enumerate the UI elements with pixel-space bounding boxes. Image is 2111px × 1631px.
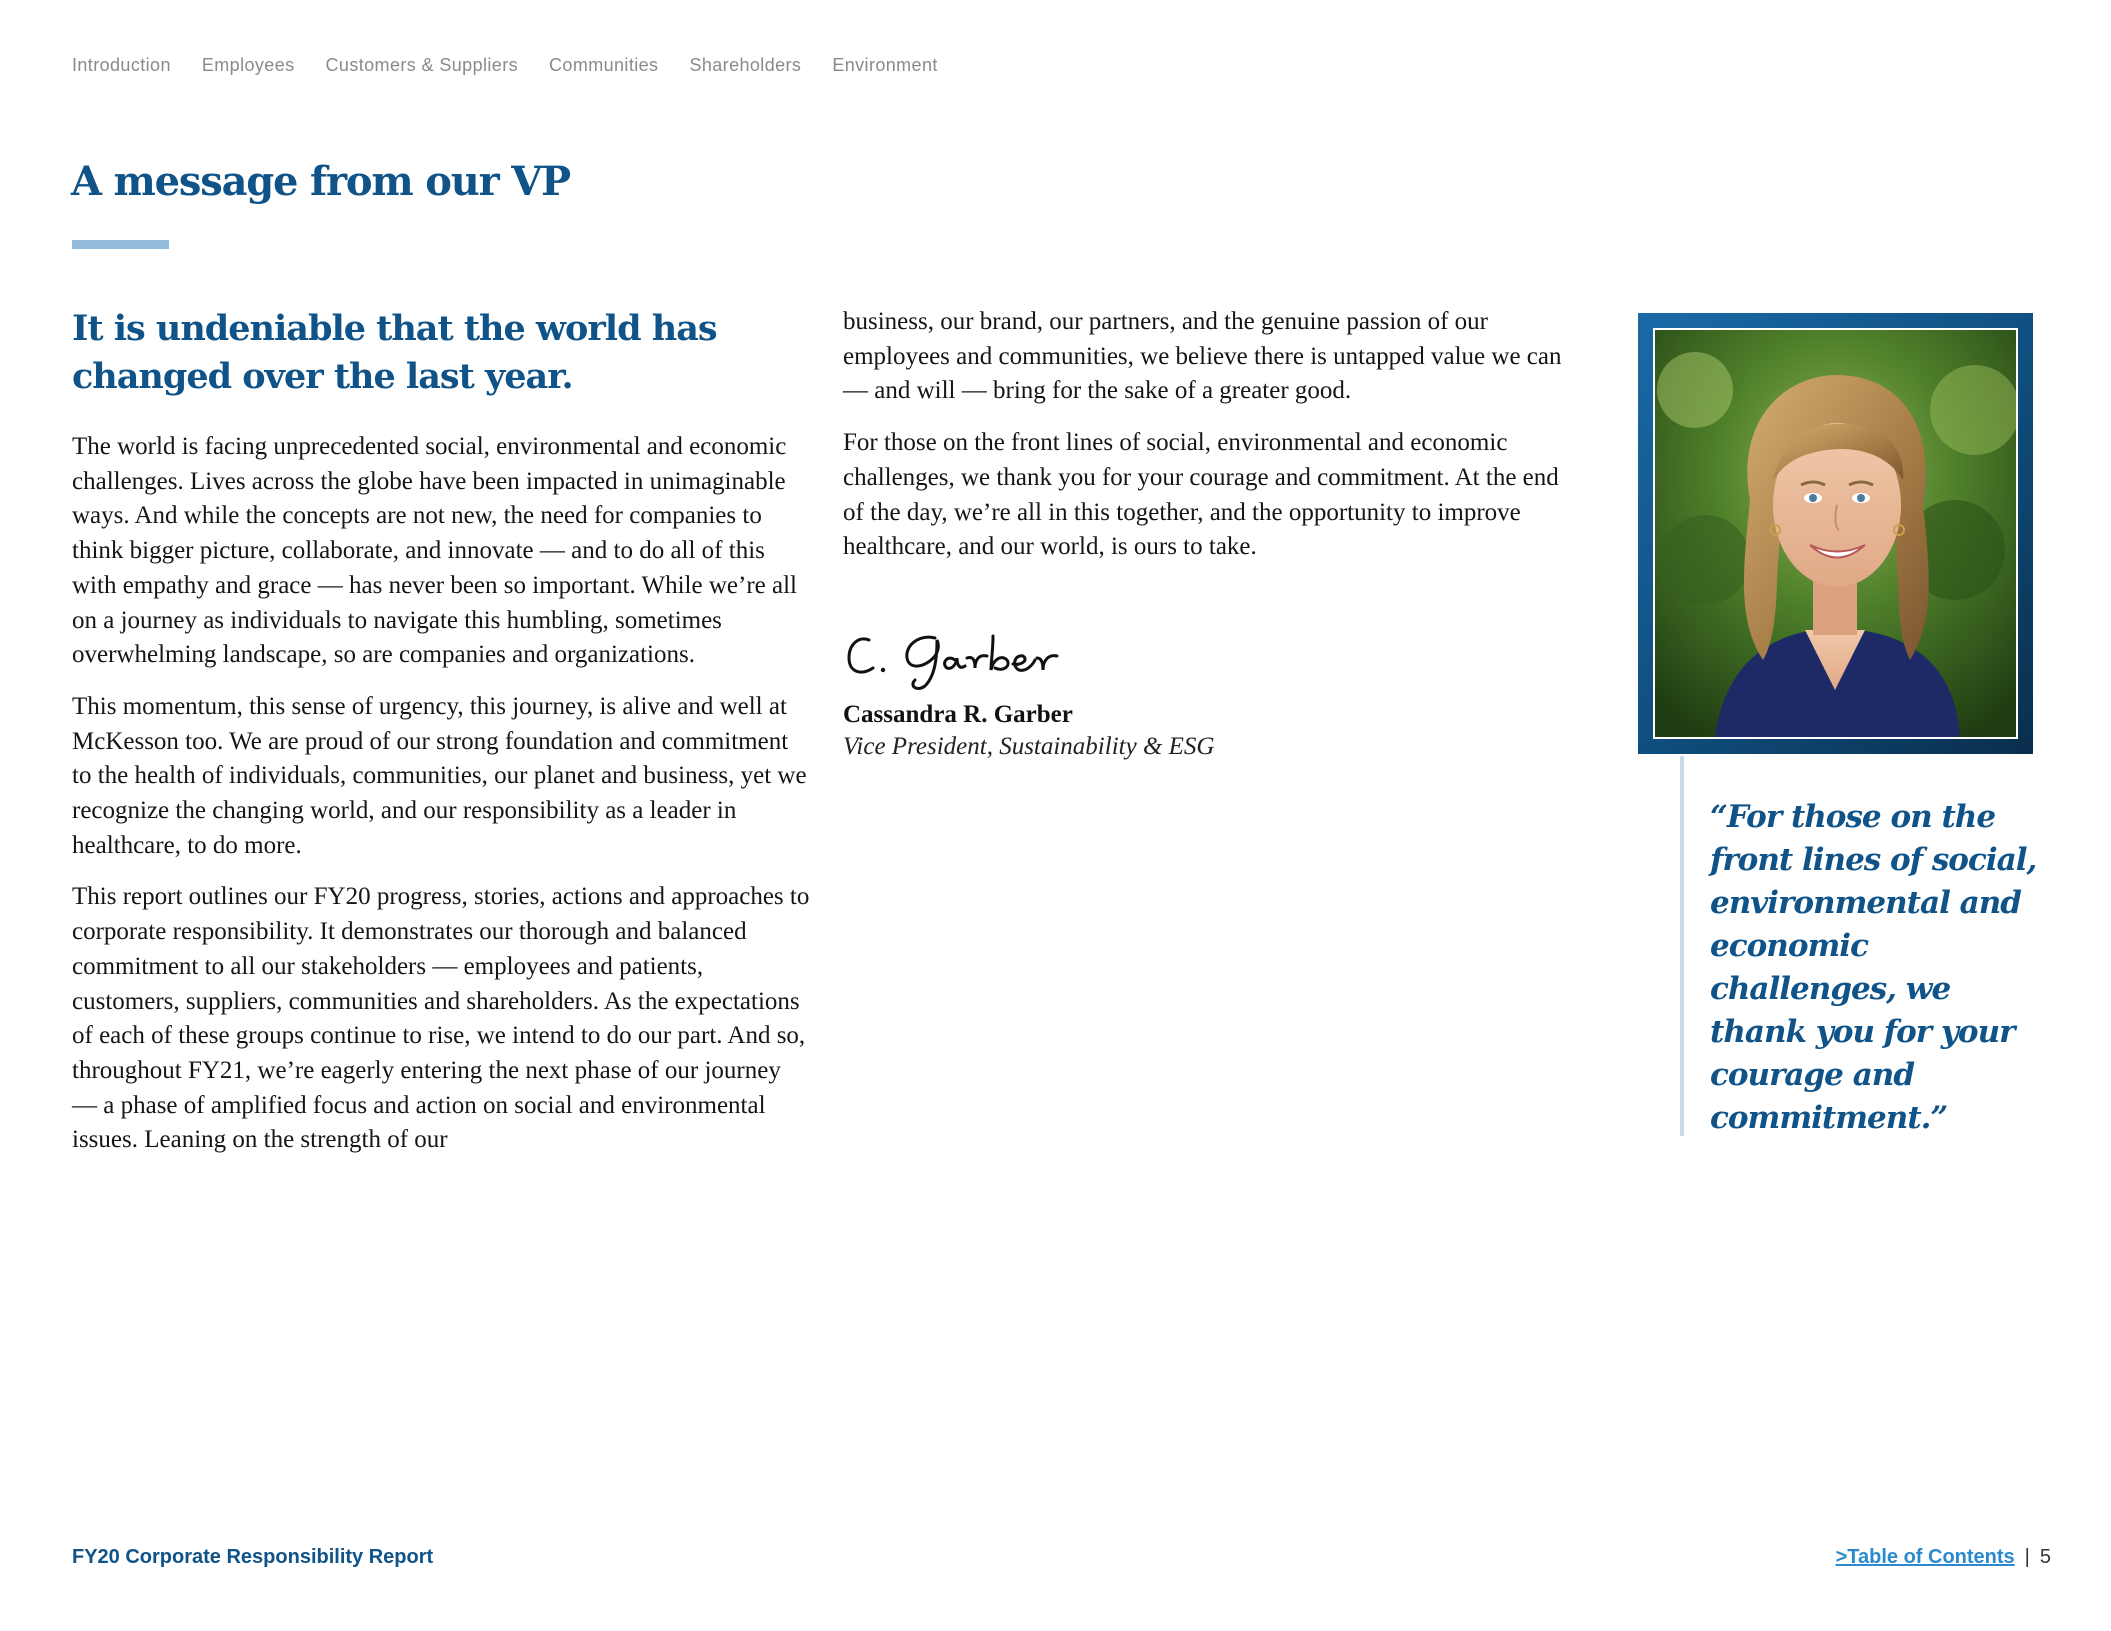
- paragraph: For those on the front lines of social, environmental and economic challenges, we thank you for your courage and commitment. At the end of the day, we’re all in this together, and the opportunity to improve healthcare, and our world, is ours to take.: [843, 429, 1559, 561]
- nav-shareholders[interactable]: Shareholders: [689, 55, 802, 75]
- signatory-title: Vice President, Sustainability & ESG: [843, 732, 1215, 760]
- paragraph: business, our brand, our partners, and the genuine passion of our employees and communities, we believe there is untapped value we can — and will — bring for the sake of a greater good.: [843, 308, 1562, 405]
- left-column: [72, 305, 812, 1175]
- quote-accent-bar: [1680, 756, 1684, 1136]
- left-body: [72, 430, 812, 1158]
- nav-employees[interactable]: Employees: [201, 55, 295, 75]
- nav-introduction[interactable]: Introduction: [72, 55, 171, 75]
- middle-body: [843, 305, 1573, 565]
- page-title: A message from our VP: [71, 158, 570, 205]
- nav-environment[interactable]: Environment: [832, 55, 938, 75]
- paragraph: This report outlines our FY20 progress, stories, actions and approaches to corporate responsibility. It demonstrates our thorough and balanced commitment to all our stakeholders — employees and patients, customers, suppliers, communities and shareholders. As the expectations of each of these groups continue to rise, we intend to do our part. And so, throughout FY21, we’re eagerly entering the next phase of our journey — a phase of amplified focus and action on social and environmental issues. Leaning on the strength of our: [72, 883, 810, 1154]
- report-title: FY20 Corporate Responsibility Report: [72, 1546, 434, 1568]
- paragraph: This momentum, this sense of urgency, this journey, is alive and well at McKesson too. We are proud of our strong foundation and commitment to the health of individuals, communities, our planet and business, yet we recognize the changing world, and our responsibility as a leader in healthcare, to do more.: [72, 692, 807, 859]
- section-nav: [72, 55, 938, 76]
- portrait-frame: [1638, 313, 2033, 754]
- table-of-contents-link[interactable]: >Table of Contents: [1835, 1546, 2015, 1568]
- pull-quote: “For those on the front lines of social, environmental and economic challenges, we thank you for your courage and commitment.”: [1710, 799, 2037, 1136]
- signatory-name: Cassandra R. Garber: [843, 700, 1073, 728]
- portrait-photo: [1653, 328, 2018, 739]
- footer-separator: |: [2024, 1546, 2030, 1568]
- page-number: 5: [2039, 1546, 2051, 1568]
- nav-communities[interactable]: Communities: [549, 55, 659, 75]
- page-footer: [1836, 1546, 2051, 1569]
- lead-heading: It is undeniable that the world has changed over the last year.: [72, 308, 717, 397]
- paragraph: The world is facing unprecedented social, environmental and economic challenges. Lives across the globe have been impacted in unimaginable ways. And while the concepts are not new, the need for companies to think bigger picture, collaborate, and innovate — and to do all of this with empathy and grace — has never been so important. While we’re all on a journey as individuals to navigate this humbling, sometimes overwhelming landscape, so are companies and organizations.: [72, 433, 797, 669]
- middle-column: [843, 305, 1573, 761]
- signature-image: [843, 622, 1573, 697]
- title-underline: [72, 240, 169, 249]
- nav-customers-suppliers[interactable]: Customers & Suppliers: [325, 55, 519, 75]
